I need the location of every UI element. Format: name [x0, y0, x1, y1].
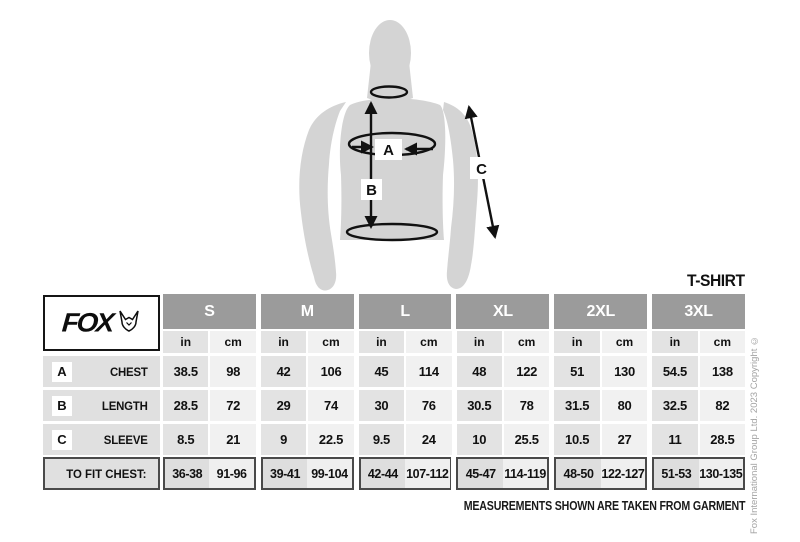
fit-value-m-cm: 99-104 — [307, 459, 351, 488]
value-chest-1: 98 — [210, 356, 255, 387]
fit-group-l — [359, 457, 452, 490]
label-b: B — [366, 182, 377, 199]
fit-value-xl-in: 45-47 — [458, 459, 502, 488]
value-length-1: 72 — [210, 390, 255, 421]
unit-header-3xl-in: in — [652, 331, 697, 353]
unit-header-xl-in: in — [457, 331, 502, 353]
value-chest-4: 45 — [359, 356, 404, 387]
unit-header-m-cm: cm — [308, 331, 353, 353]
value-sleeve-1: 21 — [210, 424, 255, 455]
value-sleeve-4: 9.5 — [359, 424, 404, 455]
garment-title: T-SHIRT — [687, 271, 745, 290]
fit-value-l-cm: 107-112 — [405, 459, 449, 488]
value-chest-9: 130 — [602, 356, 647, 387]
value-length-7: 78 — [504, 390, 549, 421]
measurement-rows — [43, 356, 745, 455]
value-sleeve-11: 28.5 — [700, 424, 745, 455]
value-length-4: 30 — [359, 390, 404, 421]
unit-header-l-in: in — [359, 331, 404, 353]
value-sleeve-3: 22.5 — [308, 424, 353, 455]
fit-group-s — [163, 457, 256, 490]
unit-header-s-cm: cm — [210, 331, 255, 353]
size-header-s: S — [163, 294, 256, 329]
row-label-chest: CHEST — [109, 364, 148, 379]
value-length-9: 80 — [602, 390, 647, 421]
row-length — [43, 390, 745, 421]
row-key-c: C — [52, 430, 72, 450]
fit-group-3xl — [652, 457, 745, 490]
size-chart-table — [43, 294, 745, 490]
unit-header-2xl-in: in — [554, 331, 599, 353]
row-label-length: LENGTH — [101, 398, 148, 413]
fit-value-2xl-in: 48-50 — [556, 459, 600, 488]
fox-logo — [43, 295, 160, 351]
value-sleeve-8: 10.5 — [554, 424, 599, 455]
size-header-l: L — [359, 294, 452, 329]
value-sleeve-6: 10 — [457, 424, 502, 455]
copyright-text: Fox International Group Ltd. 2023 Copyright © — [749, 334, 760, 534]
value-chest-10: 54.5 — [652, 356, 697, 387]
fit-label-cell — [43, 457, 160, 490]
footer-note: MEASUREMENTS SHOWN ARE TAKEN FROM GARMENT — [463, 499, 745, 513]
value-sleeve-7: 25.5 — [504, 424, 549, 455]
value-chest-6: 48 — [457, 356, 502, 387]
value-sleeve-5: 24 — [406, 424, 451, 455]
row-key-a: A — [52, 362, 72, 382]
row-key-b: B — [52, 396, 72, 416]
row-label-cell-chest — [43, 356, 160, 387]
fit-value-3xl-cm: 130-135 — [699, 459, 743, 488]
fit-value-xl-cm: 114-119 — [503, 459, 547, 488]
size-header-m: M — [261, 294, 354, 329]
fit-group-m — [261, 457, 354, 490]
value-chest-2: 42 — [261, 356, 306, 387]
value-length-11: 82 — [700, 390, 745, 421]
fit-value-3xl-in: 51-53 — [654, 459, 698, 488]
value-length-2: 29 — [261, 390, 306, 421]
to-fit-chest-row — [43, 457, 745, 490]
label-a: A — [383, 142, 394, 159]
value-chest-7: 122 — [504, 356, 549, 387]
value-length-5: 76 — [406, 390, 451, 421]
row-label-cell-length — [43, 390, 160, 421]
fit-value-l-in: 42-44 — [361, 459, 405, 488]
value-chest-3: 106 — [308, 356, 353, 387]
fit-label-text: TO FIT CHEST: — [65, 466, 146, 481]
value-chest-5: 114 — [406, 356, 451, 387]
fox-logo-text: FOX — [61, 307, 114, 338]
fox-head-icon — [117, 310, 141, 332]
size-header-3xl: 3XL — [652, 294, 745, 329]
value-chest-8: 51 — [554, 356, 599, 387]
size-header-2xl: 2XL — [554, 294, 647, 329]
size-header-xl: XL — [456, 294, 549, 329]
unit-header-m-in: in — [261, 331, 306, 353]
row-label-sleeve: SLEEVE — [103, 432, 148, 447]
value-length-10: 32.5 — [652, 390, 697, 421]
value-length-0: 28.5 — [163, 390, 208, 421]
row-label-cell-sleeve — [43, 424, 160, 455]
row-chest — [43, 356, 745, 387]
value-sleeve-10: 11 — [652, 424, 697, 455]
row-sleeve — [43, 424, 745, 455]
fit-value-2xl-cm: 122-127 — [601, 459, 645, 488]
fit-value-s-cm: 91-96 — [209, 459, 253, 488]
value-chest-11: 138 — [700, 356, 745, 387]
unit-header-xl-cm: cm — [504, 331, 549, 353]
fit-group-xl — [456, 457, 549, 490]
value-chest-0: 38.5 — [163, 356, 208, 387]
unit-header-s-in: in — [163, 331, 208, 353]
label-c: C — [476, 161, 487, 178]
fit-value-s-in: 36-38 — [165, 459, 209, 488]
fit-value-m-in: 39-41 — [263, 459, 307, 488]
value-length-8: 31.5 — [554, 390, 599, 421]
unit-header-l-cm: cm — [406, 331, 451, 353]
value-sleeve-0: 8.5 — [163, 424, 208, 455]
value-sleeve-2: 9 — [261, 424, 306, 455]
unit-header-3xl-cm: cm — [700, 331, 745, 353]
fit-group-2xl — [554, 457, 647, 490]
value-length-6: 30.5 — [457, 390, 502, 421]
unit-header-2xl-cm: cm — [602, 331, 647, 353]
value-sleeve-9: 27 — [602, 424, 647, 455]
value-length-3: 74 — [308, 390, 353, 421]
